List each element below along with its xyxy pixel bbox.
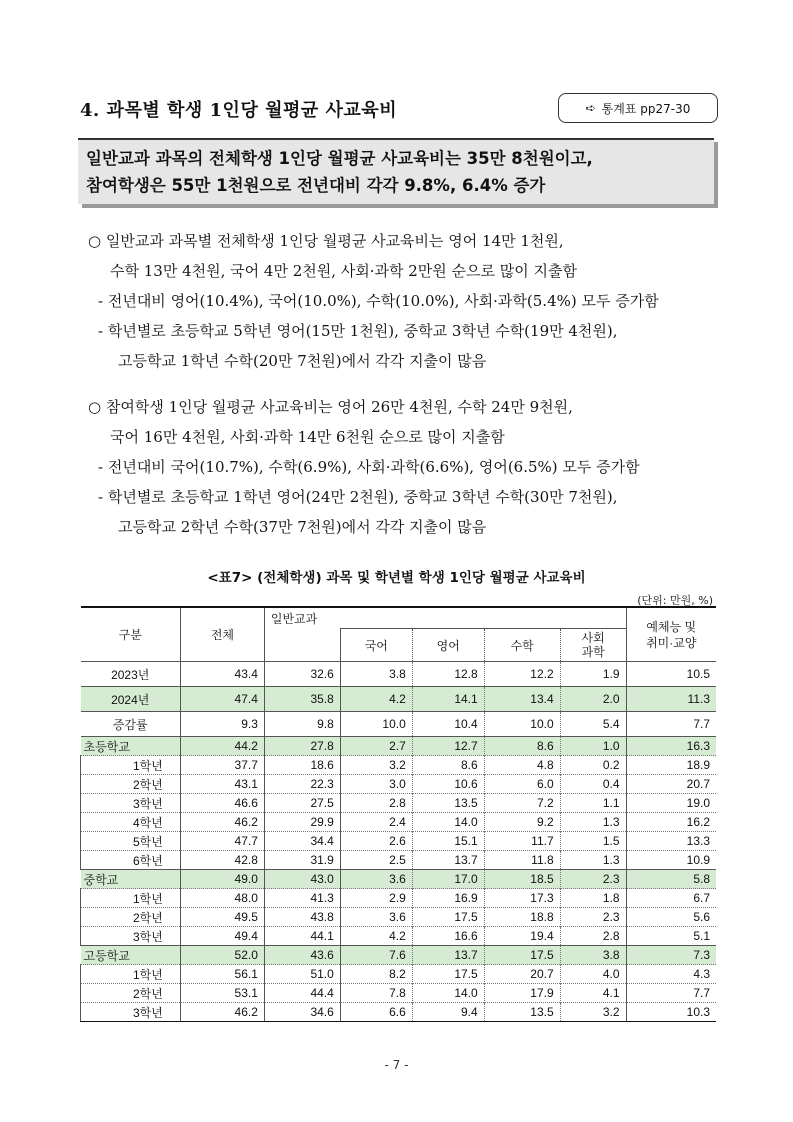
table-cell: 7.2 (484, 794, 560, 813)
table-cell: 9.3 (180, 712, 264, 737)
header-arts-line1: 예체능 및 (646, 619, 697, 634)
row-label: 6학년 (81, 851, 181, 870)
table-cell: 6.7 (626, 889, 716, 908)
table-cell: 14.0 (412, 984, 484, 1003)
table-cell: 20.7 (626, 775, 716, 794)
header-english: 영어 (412, 629, 484, 662)
table-cell: 4.0 (560, 965, 626, 984)
table-row (81, 687, 717, 712)
table-row (81, 737, 717, 756)
table-cell: 1.0 (560, 737, 626, 756)
table-row (81, 984, 717, 1003)
table-row (81, 851, 717, 870)
table-cell: 17.5 (412, 908, 484, 927)
table-cell: 10.0 (484, 712, 560, 737)
stat-table-reference (558, 93, 718, 123)
table-cell: 7.6 (340, 946, 412, 965)
table-cell: 2.6 (340, 832, 412, 851)
table-cell: 10.9 (626, 851, 716, 870)
table-row (81, 889, 717, 908)
table-cell: 11.8 (484, 851, 560, 870)
table-cell: 44.1 (264, 927, 340, 946)
table-cell: 8.6 (484, 737, 560, 756)
table-title: <표7> (전체학생) 과목 및 학년별 학생 1인당 월평균 사교육비 (207, 570, 586, 586)
table-cell: 7.8 (340, 984, 412, 1003)
table-cell: 18.9 (626, 756, 716, 775)
body-line: ○ 참여학생 1인당 월평균 사교육비는 영어 26만 4천원, 수학 24만 9천원, (88, 398, 573, 416)
table-cell: 1.5 (560, 832, 626, 851)
table-cell: 9.8 (264, 712, 340, 737)
table-row (81, 870, 717, 889)
table-cell: 53.1 (180, 984, 264, 1003)
table-row (81, 712, 717, 737)
table-cell: 3.2 (560, 1003, 626, 1022)
row-label: 2학년 (81, 908, 181, 927)
table-cell: 3.0 (340, 775, 412, 794)
table-cell: 9.4 (412, 1003, 484, 1022)
page-number: - 7 - (384, 1058, 409, 1072)
table-cell: 27.5 (264, 794, 340, 813)
table-cell: 49.4 (180, 927, 264, 946)
table-cell: 10.4 (412, 712, 484, 737)
table-cell: 43.4 (180, 662, 264, 687)
header-social-line2: 과학 (581, 645, 605, 659)
table-row (81, 946, 717, 965)
table-cell: 12.8 (412, 662, 484, 687)
table-cell: 27.8 (264, 737, 340, 756)
table-cell: 42.8 (180, 851, 264, 870)
table-cell: 31.9 (264, 851, 340, 870)
table-cell: 44.4 (264, 984, 340, 1003)
table-cell: 16.3 (626, 737, 716, 756)
table-cell: 4.1 (560, 984, 626, 1003)
table-cell: 19.0 (626, 794, 716, 813)
table-cell: 18.5 (484, 870, 560, 889)
table-row (81, 813, 717, 832)
table-cell: 5.6 (626, 908, 716, 927)
table-cell: 8.6 (412, 756, 484, 775)
row-label: 5학년 (81, 832, 181, 851)
table-cell: 22.3 (264, 775, 340, 794)
body-line: - 학년별로 초등학교 5학년 영어(15만 1천원), 중학교 3학년 수학(19만 4천원), (98, 322, 618, 340)
header-arts (626, 607, 716, 662)
table-cell: 5.8 (626, 870, 716, 889)
table-cell: 16.9 (412, 889, 484, 908)
table-cell: 6.0 (484, 775, 560, 794)
header-korean: 국어 (340, 629, 412, 662)
table-cell: 2.8 (560, 927, 626, 946)
header-math: 수학 (484, 629, 560, 662)
table-cell: 47.7 (180, 832, 264, 851)
header-category: 구분 (81, 607, 181, 662)
table-cell: 2.0 (560, 687, 626, 712)
row-label: 2학년 (81, 984, 181, 1003)
table-cell: 37.7 (180, 756, 264, 775)
table-cell: 13.3 (626, 832, 716, 851)
table-cell: 14.1 (412, 687, 484, 712)
summary-box (78, 138, 714, 204)
table-cell: 16.2 (626, 813, 716, 832)
table-cell: 8.2 (340, 965, 412, 984)
table-cell: 12.2 (484, 662, 560, 687)
row-label: 2023년 (81, 662, 181, 687)
table-cell: 3.8 (340, 662, 412, 687)
table-cell: 13.5 (484, 1003, 560, 1022)
table-row (81, 775, 717, 794)
table-row (81, 965, 717, 984)
table-cell: 4.8 (484, 756, 560, 775)
table-cell: 5.1 (626, 927, 716, 946)
table-cell: 49.0 (180, 870, 264, 889)
table-cell: 17.9 (484, 984, 560, 1003)
body-line: 고등학교 2학년 수학(37만 7천원)에서 각각 지출이 많음 (118, 518, 487, 536)
table-cell: 34.4 (264, 832, 340, 851)
table-cell: 46.2 (180, 1003, 264, 1022)
table-cell: 3.6 (340, 870, 412, 889)
row-label: 3학년 (81, 927, 181, 946)
table-cell: 17.5 (484, 946, 560, 965)
table-cell: 13.7 (412, 851, 484, 870)
table-cell: 3.6 (340, 908, 412, 927)
table-cell: 17.5 (412, 965, 484, 984)
table-cell: 2.3 (560, 908, 626, 927)
table-cell: 2.9 (340, 889, 412, 908)
table-cell: 1.3 (560, 813, 626, 832)
table-row (81, 908, 717, 927)
table-cell: 52.0 (180, 946, 264, 965)
table-cell: 7.3 (626, 946, 716, 965)
body-line: ○ 일반교과 과목별 전체학생 1인당 월평균 사교육비는 영어 14만 1천원, (88, 232, 564, 250)
table-cell: 7.7 (626, 712, 716, 737)
table-cell: 35.8 (264, 687, 340, 712)
table-cell: 1.8 (560, 889, 626, 908)
table-cell: 47.4 (180, 687, 264, 712)
table-cell: 48.0 (180, 889, 264, 908)
table-row (81, 832, 717, 851)
header-social (560, 629, 626, 662)
table-cell: 12.7 (412, 737, 484, 756)
arrow-icon: ➪ (585, 101, 596, 115)
table-cell: 2.5 (340, 851, 412, 870)
table-cell: 7.7 (626, 984, 716, 1003)
table-cell: 10.5 (626, 662, 716, 687)
body-line: 고등학교 1학년 수학(20만 7천원)에서 각각 지출이 많음 (118, 352, 487, 370)
table-cell: 43.6 (264, 946, 340, 965)
table-cell: 14.0 (412, 813, 484, 832)
body-line: - 학년별로 초등학교 1학년 영어(24만 2천원), 중학교 3학년 수학(30만 7천원), (98, 488, 618, 506)
header-general: 일반교과 (270, 612, 318, 626)
table-cell: 46.2 (180, 813, 264, 832)
table-cell: 0.2 (560, 756, 626, 775)
table-cell: 0.4 (560, 775, 626, 794)
table-cell: 46.6 (180, 794, 264, 813)
body-line: 수학 13만 4천원, 국어 4만 2천원, 사회·과학 2만원 순으로 많이 지출함 (110, 262, 578, 280)
table-cell: 3.8 (560, 946, 626, 965)
row-label: 증감률 (81, 712, 181, 737)
table-cell: 2.4 (340, 813, 412, 832)
table-cell: 18.6 (264, 756, 340, 775)
table-cell: 20.7 (484, 965, 560, 984)
table-cell: 11.3 (626, 687, 716, 712)
body-line: - 전년대비 국어(10.7%), 수학(6.9%), 사회·과학(6.6%), 영어(6.5%) 모두 증가함 (98, 458, 640, 476)
table-row (81, 927, 717, 946)
row-label: 초등학교 (81, 737, 181, 756)
table-row (81, 756, 717, 775)
table-cell: 1.9 (560, 662, 626, 687)
table-row (81, 662, 717, 687)
row-label: 3학년 (81, 1003, 181, 1022)
table-cell: 49.5 (180, 908, 264, 927)
summary-line-2: 참여학생은 55만 1천원으로 전년대비 각각 9.8%, 6.4% 증가 (86, 176, 546, 195)
table-cell: 34.6 (264, 1003, 340, 1022)
table-unit: (단위: 만원, %) (637, 594, 713, 607)
table-cell: 1.1 (560, 794, 626, 813)
table-cell: 2.3 (560, 870, 626, 889)
table-row (81, 1003, 717, 1022)
table-row (81, 794, 717, 813)
table-cell: 29.9 (264, 813, 340, 832)
table-cell: 17.3 (484, 889, 560, 908)
table-cell: 2.7 (340, 737, 412, 756)
table-cell: 1.3 (560, 851, 626, 870)
table-cell: 19.4 (484, 927, 560, 946)
table-cell: 6.6 (340, 1003, 412, 1022)
body-line: 국어 16만 4천원, 사회·과학 14만 6천원 순으로 많이 지출함 (110, 428, 505, 446)
table-cell: 17.0 (412, 870, 484, 889)
table-cell: 56.1 (180, 965, 264, 984)
table-cell: 5.4 (560, 712, 626, 737)
table-cell: 10.0 (340, 712, 412, 737)
row-label: 2학년 (81, 775, 181, 794)
row-label: 1학년 (81, 756, 181, 775)
row-label: 고등학교 (81, 946, 181, 965)
table-cell: 10.6 (412, 775, 484, 794)
data-table (80, 606, 716, 1022)
row-label: 1학년 (81, 889, 181, 908)
row-label: 중학교 (81, 870, 181, 889)
table-cell: 10.3 (626, 1003, 716, 1022)
table-cell: 16.6 (412, 927, 484, 946)
table-cell: 4.2 (340, 687, 412, 712)
ref-label: 통계표 pp27-30 (601, 101, 691, 116)
table-cell: 4.2 (340, 927, 412, 946)
table-cell: 4.3 (626, 965, 716, 984)
header-total: 전체 (180, 607, 264, 662)
table-cell: 43.8 (264, 908, 340, 927)
table-cell: 43.1 (180, 775, 264, 794)
body-line: - 전년대비 영어(10.4%), 국어(10.0%), 수학(10.0%), 사회·과학(5.4%) 모두 증가함 (98, 292, 659, 310)
table-cell: 13.4 (484, 687, 560, 712)
table-cell: 2.8 (340, 794, 412, 813)
table-cell: 11.7 (484, 832, 560, 851)
table-cell: 13.7 (412, 946, 484, 965)
table-cell: 9.2 (484, 813, 560, 832)
table-body (81, 662, 717, 1022)
section-title: 4. 과목별 학생 1인당 월평균 사교육비 (80, 100, 398, 121)
table-cell: 13.5 (412, 794, 484, 813)
table-cell: 18.8 (484, 908, 560, 927)
header-arts-line2: 취미·교양 (646, 635, 697, 650)
row-label: 2024년 (81, 687, 181, 712)
table-cell: 41.3 (264, 889, 340, 908)
table-cell: 32.6 (264, 662, 340, 687)
table-cell: 15.1 (412, 832, 484, 851)
table-cell: 44.2 (180, 737, 264, 756)
header-social-line1: 사회 (581, 631, 605, 645)
table-cell: 51.0 (264, 965, 340, 984)
table-cell: 43.0 (264, 870, 340, 889)
table-cell: 3.2 (340, 756, 412, 775)
row-label: 1학년 (81, 965, 181, 984)
row-label: 4학년 (81, 813, 181, 832)
row-label: 3학년 (81, 794, 181, 813)
summary-line-1: 일반교과 과목의 전체학생 1인당 월평균 사교육비는 35만 8천원이고, (86, 149, 593, 168)
